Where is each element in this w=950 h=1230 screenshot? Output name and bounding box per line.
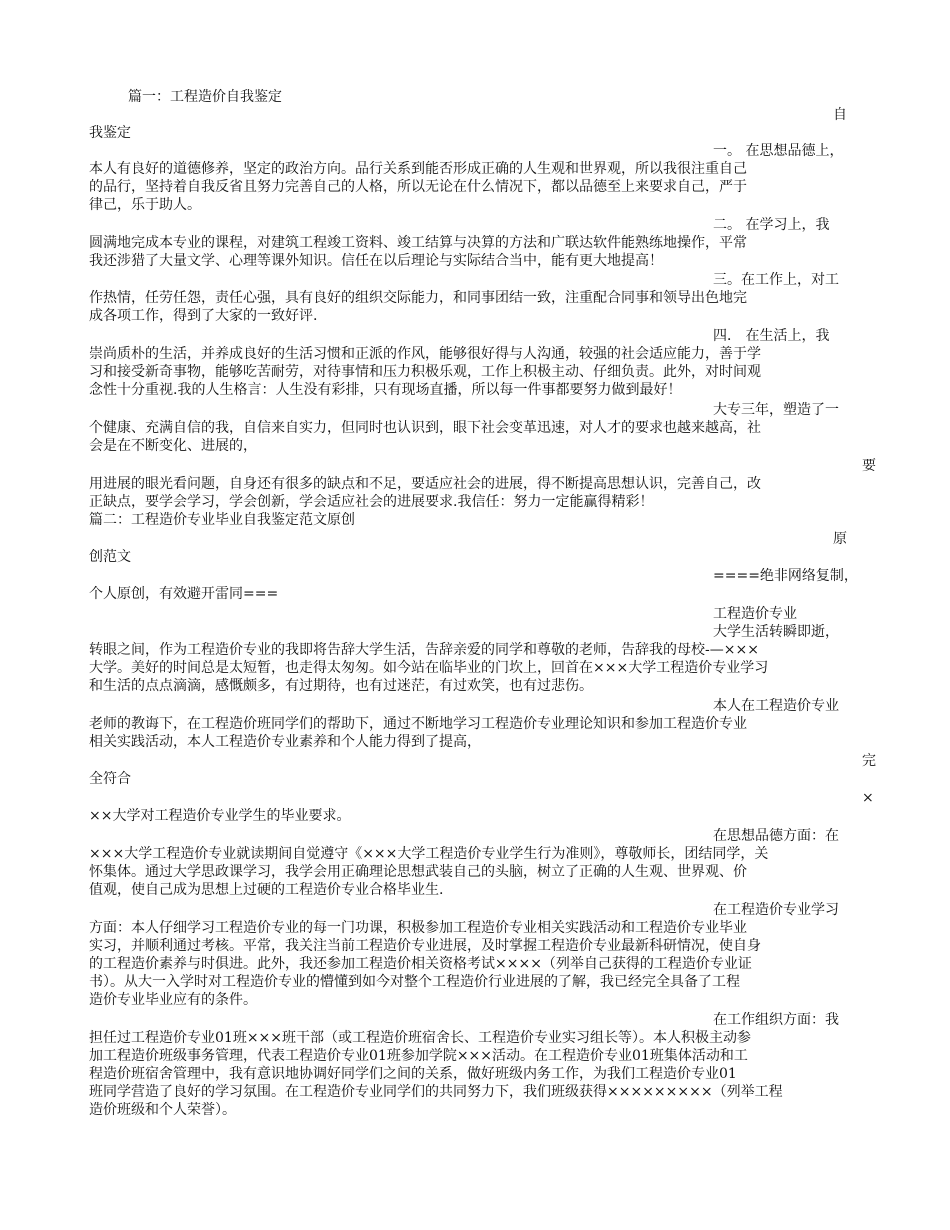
doc-line: 相关实践活动，本人工程造价专业素养和个人能力得到了提高， [89,734,481,750]
doc-line: 三。在工作上，对工 [713,272,839,288]
doc-line: 圆满地完成本专业的课程，对建筑工程竣工资料、竣工结算与决算的方法和广联达软件能熟练地操作，平常 [89,235,747,251]
doc-line: 在工程造价专业学习 [713,902,839,918]
doc-line: 在思想品德方面：在 [713,828,839,844]
doc-line: 四． 在生活上，我 [713,328,830,344]
doc-line: 方面：本人仔细学习工程造价专业的每一门功课，积极参加工程造价专业相关实践活动和工程造价专业毕业 [89,920,747,936]
doc-line: 的工程造价素养与时俱进。此外，我还参加工程造价相关资格考试××××（列举自己获得的工程造价专业证 [89,956,752,972]
doc-line: 担任过工程造价专业01班×××班干部（或工程造价班宿舍长、工程造价专业实习组长等）。本人积极主动参 [89,1030,752,1046]
doc-line: 的品行，坚持着自我反省且努力完善自己的人格，所以无论在什么情况下，都以品德至上来要求自己，严于 [89,179,747,195]
doc-line: 怀集体。通过大学思政课学习，我学会用正确理论思想武装自己的头脑，树立了正确的人生观、世界观、价 [89,864,747,880]
doc-line: 程造价班宿舍管理中，我有意识地协调好同学们之间的关系，做好班级内务工作，为我们工程造价专业01 [89,1066,737,1082]
doc-line: 大学生活转瞬即逝， [713,624,839,640]
doc-line: 习和接受新奇事物，能够吃苦耐劳，对待事情和压力积极乐观，工作上积极主动、仔细负责。此外，对时间观 [89,364,761,380]
doc-line: 我还涉猎了大量文学、心理等课外知识。信任在以后理论与实际结合当中，能有更大地提高！ [89,253,663,269]
doc-line: 会是在不断变化、进展的， [89,438,257,454]
doc-line: 律己，乐于助人。 [89,197,201,213]
doc-line: 一。 在思想品德上， [713,143,844,159]
doc-line: 本人在工程造价专业 [713,698,839,714]
doc-line: 篇一：工程造价自我鉴定 [128,89,282,105]
doc-line: 大学。美好的时间总是太短暂，也走得太匆匆。如今站在临毕业的门坎上，回首在×××大学工程造价专业学习 [89,660,769,676]
doc-line: 篇二：工程造价专业毕业自我鉴定范文原创 [89,512,355,528]
doc-line: 实习，并顺利通过考核。平常，我关注当前工程造价专业进展，及时掌握工程造价专业最新科研情况，使自身 [89,938,761,954]
doc-line: 值观，使自己成为思想上过硬的工程造价专业合格毕业生. [89,882,444,898]
doc-line: 老师的教诲下，在工程造价班同学们的帮助下，通过不断地学习工程造价专业理论知识和参加工程造价专业 [89,716,747,732]
doc-line: 创范文 [89,549,131,565]
doc-line: 本人有良好的道德修养，坚定的政治方向。品行关系到能否形成正确的人生观和世界观，所以我很注重自己 [89,161,747,177]
doc-line: 成各项工作，得到了大家的一致好评. [89,308,318,324]
doc-line: 正缺点，要学会学习，学会创新，学会适应社会的进展要求.我信任：努力一定能赢得精彩！ [89,494,654,510]
doc-line: 造价班级和个人荣誉）。 [89,1102,236,1118]
doc-line: 个健康、充满自信的我，自信来自实力，但同时也认识到，眼下社会变革迅速，对人才的要求也越来越高，社 [89,420,761,436]
doc-line: 全符合 [89,771,131,787]
doc-line: 完 [862,753,876,769]
doc-line: 班同学营造了良好的学习氛围。在工程造价专业同学们的共同努力下，我们班级获得×××××××××（列举工程 [89,1084,783,1100]
doc-line: 原 [833,531,847,547]
doc-line: 自 [833,107,847,123]
doc-line: 我鉴定 [89,125,131,141]
doc-line: ××大学对工程造价专业学生的毕业要求。 [89,808,351,824]
doc-line: 崇尚质朴的生活，并养成良好的生活习惯和正派的作风，能够很好得与人沟通，较强的社会适应能力，善于学 [89,346,761,362]
doc-line: 在工作组织方面：我 [713,1012,839,1028]
doc-line: ×××大学工程造价专业就读期间自觉遵守《×××大学工程造价专业学生行为准则》，尊敬师长，团结同学，关 [89,846,769,862]
doc-line: 和生活的点点滴滴，感慨颇多，有过期待，也有过迷茫，有过欢笑，也有过悲伤。 [89,678,593,694]
doc-line: 用进展的眼光看问题，自身还有很多的缺点和不足，要适应社会的进展，得不断提高思想认识，完善自己，改 [89,476,761,492]
doc-line: 转眼之间，作为工程造价专业的我即将告辞大学生活，告辞亲爱的同学和尊敬的老师，告辞我的母校-—××× [89,642,759,658]
doc-line: 大专三年，塑造了一 [713,402,839,418]
doc-line: ====绝非网络复制， [713,568,858,584]
doc-line: 念性十分重视.我的人生格言：人生没有彩排，只有现场直播，所以每一件事都要努力做到最好！ [89,382,682,398]
doc-line: 加工程造价班级事务管理，代表工程造价专业01班参加学院×××活动。在工程造价专业01班集体活动和工 [89,1048,748,1064]
doc-line: 工程造价专业 [713,606,797,622]
doc-line: 书）。从大一入学时对工程造价专业的懵懂到如今对整个工程造价行业进展的了解，我已经完全具备了工程 [89,974,740,990]
doc-line: 要 [862,458,876,474]
doc-line: 作热情，任劳任怨，责任心强，具有良好的组织交际能力，和同事团结一致，注重配合同事和领导出色地完 [89,290,747,306]
doc-line: 个人原创，有效避开雷同=== [89,586,279,602]
doc-line: × [862,790,874,806]
doc-line: 二。 在学习上，我 [713,217,830,233]
doc-line: 造价专业毕业应有的条件。 [89,992,257,1008]
